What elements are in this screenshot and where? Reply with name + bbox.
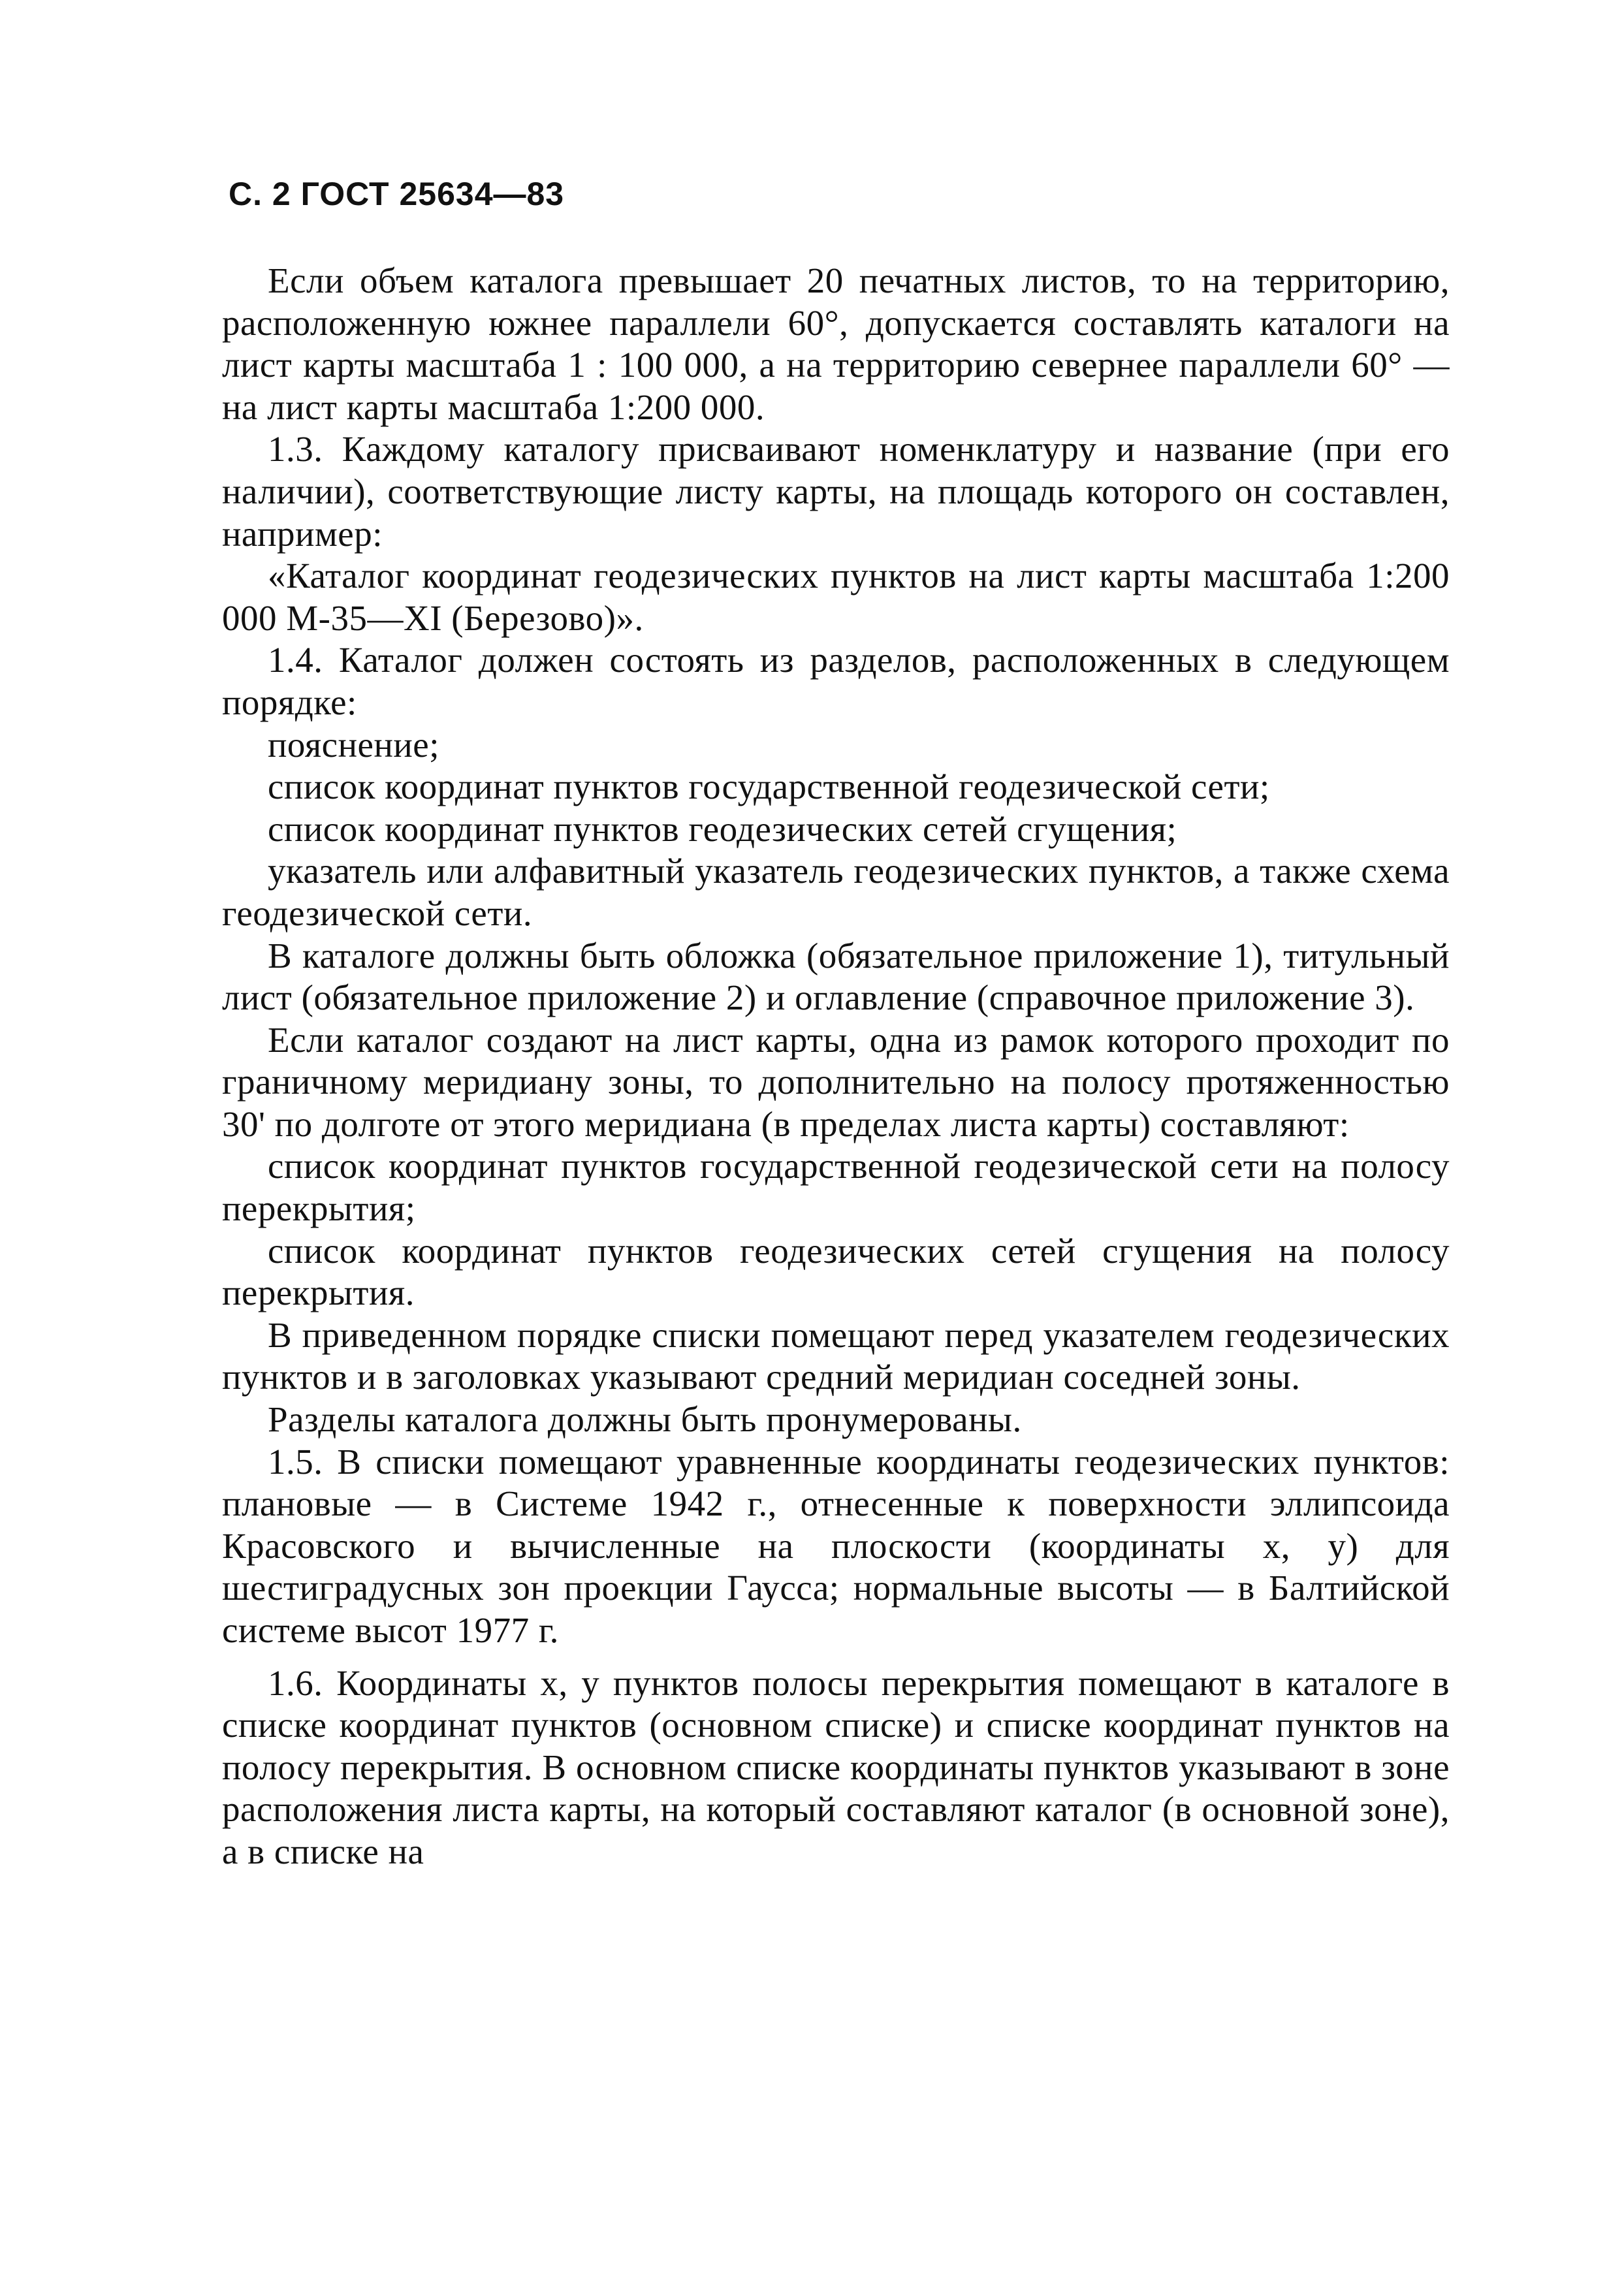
paragraph-1-5: 1.5. В списки помещают уравненные координаты геодезических пунктов: плановые — в Системе 1942 г., отнесенные к поверхности эллипсоида Красовского и вычисленные на плоскости (координаты x, y) для шестиградусных зон проекции Гаусса; нормальные высоты — в Балтийской системе высот 1977 г. (222, 1441, 1450, 1650)
paragraph-boundary-meridian: Если каталог создают на лист карты, одна из рамок которого проходит по граничному меридиану зоны, то дополнительно на полосу протяженностью 30' по долготе от этого меридиана (в пределах листа карты) составляют: (222, 1019, 1450, 1144)
paragraph-cover-title: В каталоге должны быть обложка (обязательное приложение 1), титульный лист (обязательное приложение 2) и оглавление (справочное приложение 3). (222, 935, 1450, 1018)
list-item-index: указатель или алфавитный указатель геодезических пунктов, а также схема геодезической сети. (222, 851, 1450, 933)
paragraph-catalog-volume: Если объем каталога превышает 20 печатных листов, то на территорию, расположенную южнее параллели 60°, допускается составлять каталоги на лист карты масштаба 1 : 100 000, а на территорию севернее параллели 60° — на лист карты масштаба 1:200 000. (222, 261, 1450, 427)
paragraph-1-4: 1.4. Каталог должен состоять из разделов, расположенных в следующем порядке: (222, 640, 1450, 722)
list-item-state-network: список координат пунктов государственной геодезической сети; (268, 767, 1270, 807)
list-item-overlap-state: список координат пунктов государственной геодезической сети на полосу перекрытия; (222, 1146, 1450, 1229)
list-item-overlap-densification: список координат пунктов геодезических сетей сгущения на полосу перекрытия. (222, 1230, 1450, 1313)
body-text (222, 260, 1450, 1873)
paragraph-numbering: Разделы каталога должны быть пронумерованы. (268, 1399, 1022, 1440)
paragraph-1-6: 1.6. Координаты x, y пунктов полосы перекрытия помещают в каталоге в списке координат пунктов (основном списке) и списке координат пунктов на полосу перекрытия. В основном списке координаты пунктов указывают в зоне расположения листа карты, на который составляют каталог (в основной зоне), а в списке на (222, 1662, 1450, 1871)
page-header: С. 2 ГОСТ 25634—83 (229, 176, 565, 212)
paragraph-1-3: 1.3. Каждому каталогу присваивают номенклатуру и название (при его наличии), соответствующие листу карты, на площадь которого он составлен, например: (222, 429, 1450, 554)
list-item-densification: список координат пунктов геодезических сетей сгущения; (268, 808, 1177, 849)
paragraph-order: В приведенном порядке списки помещают перед указателем геодезических пунктов и в заголовках указывают средний меридиан соседней зоны. (222, 1314, 1450, 1397)
paragraph-example-title: «Каталог координат геодезических пунктов на лист карты масштаба 1:200 000 М-35—XI (Березово)». (222, 556, 1450, 638)
list-item-explanation: пояснение; (268, 724, 440, 765)
